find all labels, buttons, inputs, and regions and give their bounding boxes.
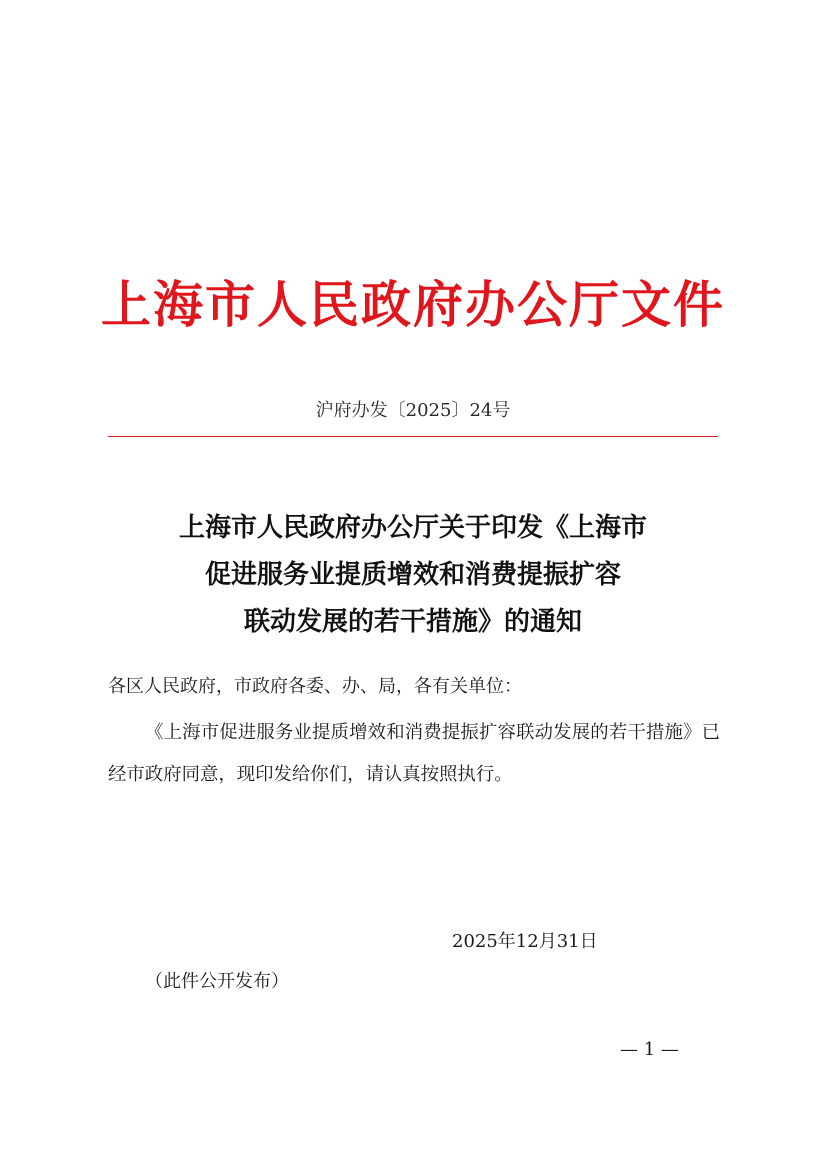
document-number: 沪府办发〔2025〕24号 [315, 400, 511, 421]
masthead-title: 上海市人民政府办公厅文件 [101, 275, 725, 334]
body-paragraph: 《上海市促进服务业提质增效和消费提振扩容联动发展的若干措施》已经市政府同意，现印发给你们，请认真按照执行。 [108, 722, 720, 785]
salutation: 各区人民政府，市政府各委、办、局，各有关单位： [108, 676, 522, 697]
notice-title-line-3: 联动发展的若干措施》的通知 [243, 607, 582, 637]
notice-title-line-1: 上海市人民政府办公厅关于印发《上海市 [178, 513, 647, 543]
notice-title [108, 505, 718, 646]
publication-note: （此件公开发布） [145, 971, 289, 992]
red-separator-line [108, 436, 718, 437]
notice-title-line-2: 促进服务业提质增效和消费提振扩容 [204, 560, 621, 590]
page-number: — 1 — [620, 1039, 679, 1060]
issue-date: 2025年12月31日 [452, 931, 598, 952]
